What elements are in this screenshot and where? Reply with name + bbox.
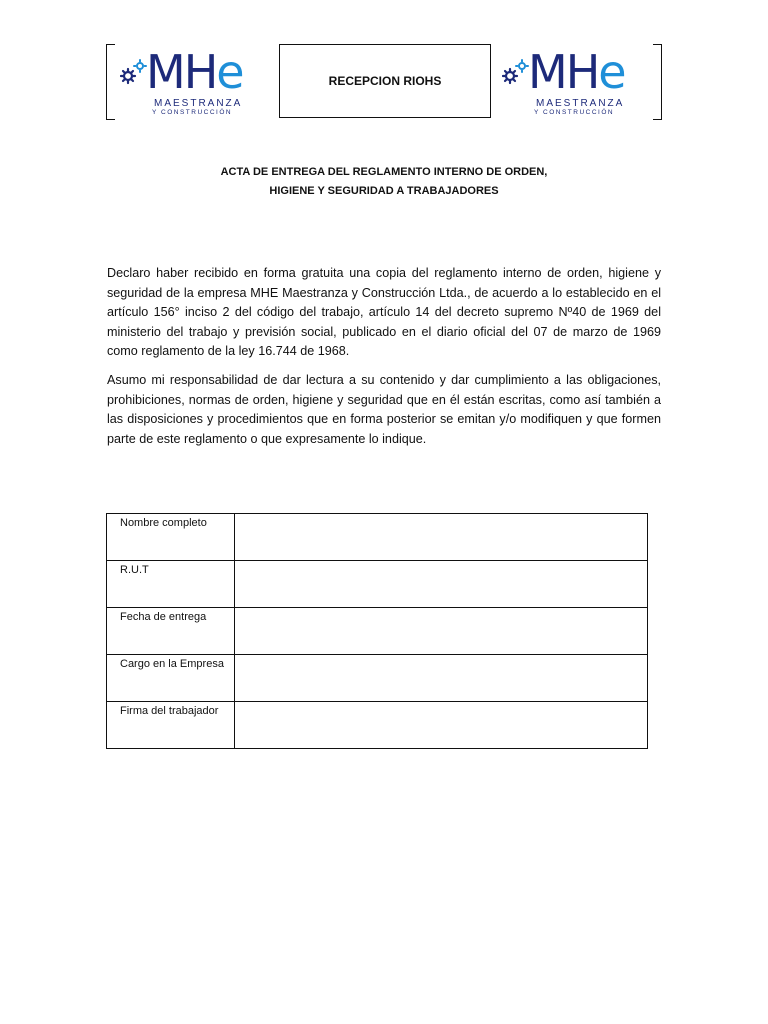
- position-field[interactable]: [235, 655, 648, 702]
- document-heading: [106, 163, 662, 201]
- logo-wordmark: MHe: [146, 45, 243, 99]
- heading-line-1: ACTA DE ENTREGA DEL REGLAMENTO INTERNO DE ORDEN,: [220, 166, 548, 178]
- logo-subtitle-line1: MAESTRANZA: [154, 98, 243, 109]
- header-right-bracket: [653, 44, 662, 120]
- company-logo-right: [502, 45, 652, 116]
- responsibility-paragraph: Asumo mi responsabilidad de dar lectura a su contenido y dar cumplimiento a las obligaciones, prohibiciones, normas de orden, higiene y seguridad que en él están escritas, como así también a las disposiciones y procedimientos que en forma posterior se emitan y/o modifiquen y que formen parte de este reglamento o que expresamente lo indique.: [107, 373, 661, 446]
- field-label-full-name: Nombre completo: [107, 514, 235, 561]
- rut-field[interactable]: [235, 561, 648, 608]
- header-title-box: [279, 44, 491, 118]
- table-row: [107, 561, 648, 608]
- logo-subtitle-line1: MAESTRANZA: [536, 98, 625, 109]
- field-label-position: Cargo en la Empresa: [107, 655, 235, 702]
- full-name-field[interactable]: [235, 514, 648, 561]
- table-row: [107, 608, 648, 655]
- worker-info-table: [106, 513, 648, 749]
- table-row: [107, 514, 648, 561]
- logo-subtitle-line2: Y CONSTRUCCIÓN: [534, 109, 615, 116]
- declaration-paragraph: Declaro haber recibido en forma gratuita una copia del reglamento interno de orden, higiene y seguridad de la empresa MHE Maestranza y Construcción Ltda., de acuerdo a lo establecido en el artículo 156° inciso 2 del código del trabajo, artículo 14 del decreto supremo Nº40 de 1969 del ministerio del trabajo y previsión social, publicado en el diario oficial del 07 de marzo de 1969 como reglamento de la ley 16.744 de 1968.: [107, 266, 661, 358]
- header-left-bracket: [106, 44, 115, 120]
- field-label-signature: Firma del trabajador: [107, 702, 235, 749]
- logo-subtitle-line2: Y CONSTRUCCIÓN: [152, 109, 233, 116]
- company-logo-left: [120, 45, 270, 116]
- heading-line-2: HIGIENE Y SEGURIDAD A TRABAJADORES: [269, 185, 499, 197]
- logo-wordmark: MHe: [528, 45, 625, 99]
- table-row: [107, 655, 648, 702]
- field-label-rut: R.U.T: [107, 561, 235, 608]
- header-title: RECEPCION RIOHS: [328, 74, 442, 88]
- field-label-delivery-date: Fecha de entrega: [107, 608, 235, 655]
- document-header: [106, 44, 662, 118]
- table-row: [107, 702, 648, 749]
- signature-field[interactable]: [235, 702, 648, 749]
- delivery-date-field[interactable]: [235, 608, 648, 655]
